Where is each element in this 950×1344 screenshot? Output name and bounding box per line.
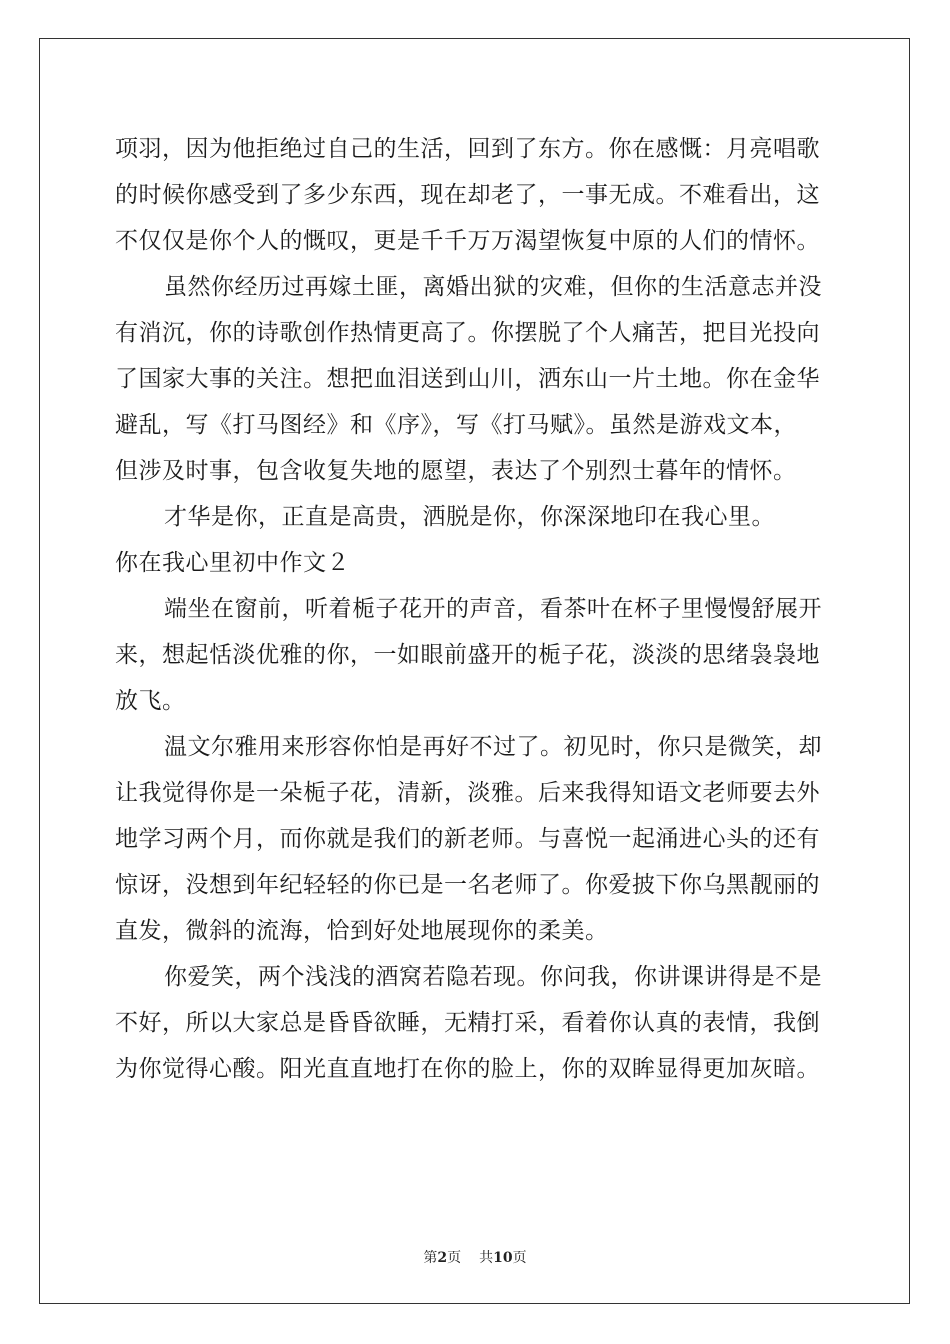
text-line: 不好，所以大家总是昏昏欲睡，无精打采，看着你认真的表情，我倒 [115, 1010, 820, 1036]
paragraph-start-line: 才华是你，正直是高贵，洒脱是你，你深深地印在我心里。 [164, 504, 775, 530]
text-line: 有消沉，你的诗歌创作热情更高了。你摆脱了个人痛苦，把目光投向 [115, 320, 820, 346]
page-suffix: 页 [447, 1250, 462, 1266]
text-line: 惊讶，没想到年纪轻轻的你已是一名老师了。你爱披下你乌黑靓丽的 [115, 872, 820, 898]
total-suffix: 页 [512, 1250, 527, 1266]
total-prefix: 共 [479, 1250, 494, 1266]
paragraph-start-line: 端坐在窗前，听着栀子花开的声音，看茶叶在杯子里慢慢舒展开 [164, 596, 822, 622]
text-line: 地学习两个月，而你就是我们的新老师。与喜悦一起涌进心头的还有 [115, 826, 820, 852]
page-footer [0, 1249, 950, 1267]
paragraph-start-line: 虽然你经历过再嫁土匪，离婚出狱的灾难，但你的生活意志并没 [164, 274, 822, 300]
text-line: 但涉及时事，包含收复失地的愿望，表达了个别烈士暮年的情怀。 [115, 458, 797, 484]
text-line: 让我觉得你是一朵栀子花，清新，淡雅。后来我得知语文老师要去外 [115, 780, 820, 806]
page-number: 2 [437, 1250, 448, 1266]
paragraph-start-line: 你爱笑，两个浅浅的酒窝若隐若现。你问我，你讲课讲得是不是 [164, 964, 822, 990]
page-prefix: 第 [423, 1250, 438, 1266]
text-line: 直发，微斜的流海，恰到好处地展现你的柔美。 [115, 918, 609, 944]
document-body [115, 126, 835, 1092]
section-heading: 你在我心里初中作文２ [115, 550, 350, 576]
paragraph-start-line: 温文尔雅用来形容你怕是再好不过了。初见时，你只是微笑，却 [164, 734, 822, 760]
text-line: 避乱，写《打马图经》和《序》，写《打马赋》。虽然是游戏文本， [115, 412, 797, 438]
total-pages: 10 [493, 1250, 513, 1266]
text-line: 不仅仅是你个人的慨叹，更是千千万万渴望恢复中原的人们的情怀。 [115, 228, 820, 254]
text-line: 的时候你感受到了多少东西，现在却老了，一事无成。不难看出，这 [115, 182, 820, 208]
text-line: 为你觉得心酸。阳光直直地打在你的脸上，你的双眸显得更加灰暗。 [115, 1056, 820, 1082]
text-line: 来，想起恬淡优雅的你，一如眼前盛开的栀子花，淡淡的思绪袅袅地 [115, 642, 820, 668]
text-line: 了国家大事的关注。想把血泪送到山川，洒东山一片土地。你在金华 [115, 366, 820, 392]
text-line: 放飞。 [115, 688, 186, 714]
text-line: 项羽，因为他拒绝过自己的生活，回到了东方。你在感慨：月亮唱歌 [115, 136, 820, 162]
